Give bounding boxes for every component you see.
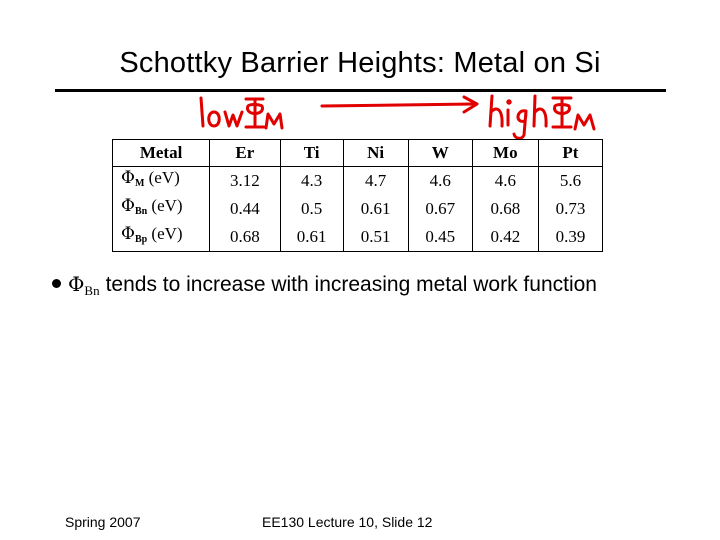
table-header-row [113, 140, 603, 167]
footer-date: Spring 2007 [65, 514, 141, 530]
table-row [113, 167, 603, 196]
phi-subscript: Bn [84, 283, 100, 298]
table-cell: 0.68 [472, 195, 538, 223]
header-metal-name: Ti [280, 140, 343, 167]
annotation-high-text [490, 96, 546, 138]
header-metal: Metal [113, 140, 210, 167]
table-cell: 4.6 [408, 167, 472, 196]
table-row [113, 195, 603, 223]
header-metal-name: Mo [472, 140, 538, 167]
handwritten-annotation [0, 0, 720, 140]
table-cell: 0.44 [210, 195, 280, 223]
phi-symbol: Φ [68, 272, 85, 296]
header-metal-name: W [408, 140, 472, 167]
footer-slide-info: EE130 Lecture 10, Slide 12 [262, 514, 433, 530]
table-cell: 0.5 [280, 195, 343, 223]
row-label: $\Phi_{Bn}$ (eV) [113, 195, 210, 223]
table-cell: 0.51 [343, 223, 408, 252]
header-metal-name: Pt [538, 140, 602, 167]
annotation-phi-m-right [553, 98, 594, 129]
table-cell: 0.73 [538, 195, 602, 223]
table-cell: 3.12 [210, 167, 280, 196]
table-cell: 4.3 [280, 167, 343, 196]
table-cell: 0.61 [343, 195, 408, 223]
table-cell: 0.67 [408, 195, 472, 223]
table-cell: 0.42 [472, 223, 538, 252]
header-metal-name: Ni [343, 140, 408, 167]
slide-title: Schottky Barrier Heights: Metal on Si [119, 47, 601, 79]
row-label: $\Phi_{Bp}$ (eV) [113, 223, 210, 252]
table-cell: 0.68 [210, 223, 280, 252]
table-cell: 0.39 [538, 223, 602, 252]
annotation-phi-m-left [246, 99, 282, 128]
table-cell: 0.45 [408, 223, 472, 252]
annotation-low-text [201, 98, 242, 126]
header-metal-name: Er [210, 140, 280, 167]
annotation-arrow [322, 97, 477, 112]
table-cell: 5.6 [538, 167, 602, 196]
table-cell: 4.7 [343, 167, 408, 196]
bullet-text: tends to increase with increasing metal work function [105, 273, 597, 296]
table-cell: 0.61 [280, 223, 343, 252]
table-cell: 4.6 [472, 167, 538, 196]
bullet-point [52, 270, 597, 305]
bullet-icon [52, 279, 61, 288]
table-row [113, 223, 603, 252]
barrier-height-table [112, 139, 603, 246]
row-label: $\Phi_M$ (eV) [113, 167, 210, 196]
